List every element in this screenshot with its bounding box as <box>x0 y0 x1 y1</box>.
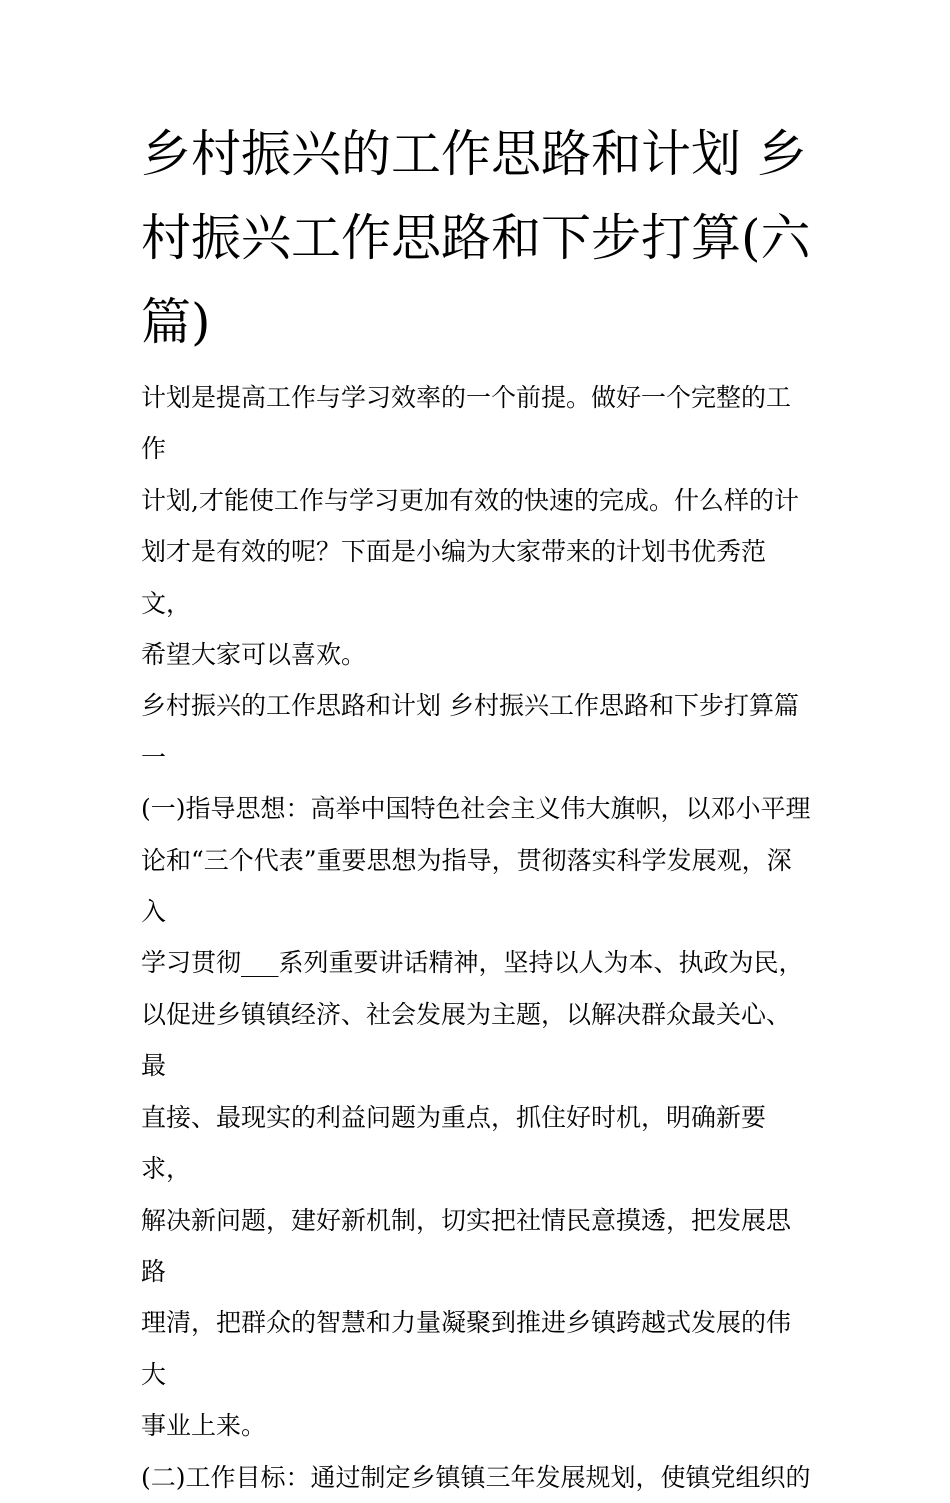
intro-line: 希望大家可以喜欢。 <box>141 640 367 670</box>
intro-line: 计划,才能使工作与学习更加有效的快速的完成。什么样的计 <box>141 485 799 515</box>
document-content <box>141 112 813 1503</box>
intro-line: 划才是有效的呢？下面是小编为大家带来的计划书优秀范文， <box>141 537 767 618</box>
section-heading-line: 一 <box>141 742 167 772</box>
section-heading-line: 乡村振兴的工作思路和计划 乡村振兴工作思路和下步打算篇 <box>141 691 799 721</box>
document-title <box>141 112 813 364</box>
guiding-ideology-line: 论和“三个代表”重要思想为指导，贯彻落实科学发展观，深入 <box>141 845 792 927</box>
title-line: 村振兴工作思路和下步打算(六 <box>141 209 811 267</box>
guiding-ideology-line: 事业上来。 <box>141 1411 267 1441</box>
work-goal-line: (二)工作目标：通过制定乡镇镇三年发展规划，使镇党组织的 <box>141 1462 811 1492</box>
guiding-ideology-line: 直接、最现实的利益问题为重点，抓住好时机，明确新要求， <box>141 1102 767 1184</box>
title-line: 篇) <box>141 293 211 351</box>
guiding-ideology-line: 解决新问题，建好新机制，切实把社情民意摸透，把发展思路 <box>141 1205 792 1286</box>
guiding-ideology-line: (一)指导思想：高举中国特色社会主义伟大旗帜，以邓小平理 <box>141 794 811 824</box>
document-body <box>141 372 813 1503</box>
title-spacer <box>141 364 813 372</box>
guiding-ideology-line: 以促进乡镇镇经济、社会发展为主题，以解决群众最关心、最 <box>141 999 792 1081</box>
guiding-ideology-line: 理清，把群众的智慧和力量凝聚到推进乡镇跨越式发展的伟大 <box>141 1308 792 1389</box>
title-line: 乡村振兴的工作思路和计划 乡 <box>141 125 807 183</box>
intro-line: 计划是提高工作与学习效率的一个前提。做好一个完整的工作 <box>141 383 792 464</box>
guiding-ideology-line: 学习贯彻___系列重要讲话精神，坚持以人为本、执政为民， <box>141 948 804 978</box>
